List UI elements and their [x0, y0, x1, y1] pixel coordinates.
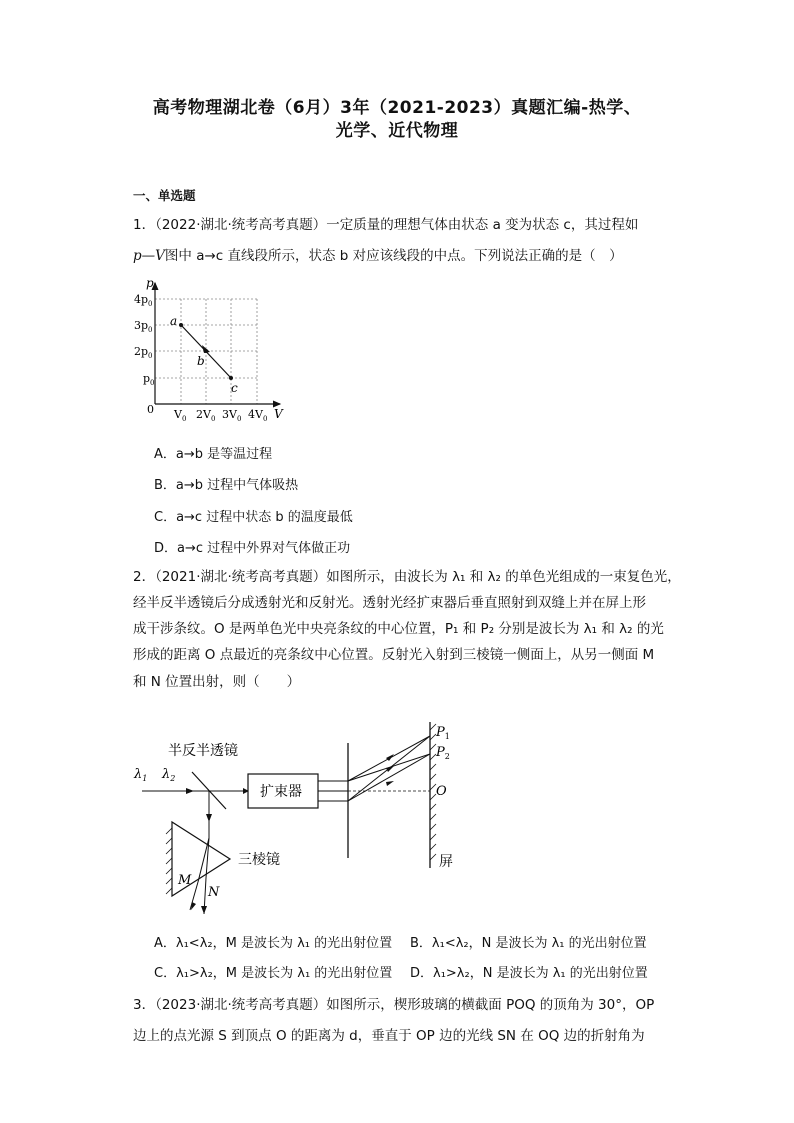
q2-m-label: M	[178, 873, 192, 888]
q1-xtick-2v: 2V	[196, 408, 211, 421]
q1-label-c: c	[231, 381, 238, 395]
q3-stem-line2: 边上的点光源 S 到顶点 O 的距离为 d，垂直于 OP 边的光线 SN 在 OQ 边的折射角为	[133, 1028, 645, 1044]
svg-text:λ1	[133, 767, 147, 783]
q1-option-d[interactable]: D．a→c 过程中外界对气体做正功	[154, 541, 351, 556]
q2-p2-sub: 2	[444, 752, 450, 761]
q2-o-label: O	[436, 784, 447, 799]
paper-title-line1: 高考物理湖北卷（6月）3年（2021-2023）真题汇编-热学、	[152, 98, 642, 118]
q3-stem-line1: 3．（2023·湖北·统考高考真题）如图所示，楔形玻璃的横截面 POQ 的顶角为 30°，OP	[133, 997, 655, 1013]
q2-expander-label: 扩束器	[260, 784, 302, 800]
q1-option-a[interactable]: A．a→b 是等温过程	[154, 447, 273, 462]
q1-point-a	[179, 323, 183, 327]
q1-p-axis-label: p	[146, 276, 154, 290]
q1-point-c	[229, 376, 233, 380]
q1-point-b	[204, 349, 208, 353]
q2-stem-line2: 经半反半透镜后分成透射光和反射光。透射光经扩束器后垂直照射到双缝上并在屏上形	[133, 595, 646, 611]
q1-origin-label: 0	[147, 403, 154, 416]
q1-xtick-sub: 0	[262, 415, 268, 423]
q2-p1-sub: 1	[444, 732, 450, 741]
q2-lambda1: λ	[134, 767, 143, 782]
svg-text:P2	[435, 745, 450, 761]
q2-prism-label: 三棱镜	[238, 852, 280, 868]
svg-text:2p0	[134, 345, 153, 360]
q2-mirror-label: 半反半透镜	[168, 743, 238, 759]
q2-option-d[interactable]: D．λ₁>λ₂，N 是波长为 λ₁ 的光出射位置	[410, 966, 648, 981]
section-heading: 一、单选题	[133, 188, 196, 203]
q2-stem-line1: 2．（2021·湖北·统考高考真题）如图所示，由波长为 λ₁ 和 λ₂ 的单色光组成的一束复色光，	[133, 569, 681, 585]
svg-text:V0	[173, 408, 186, 423]
q1-pv-graph	[130, 275, 290, 425]
q1-label-a: a	[170, 314, 178, 328]
q1-ytick-sub: 0	[148, 326, 153, 334]
q1-ytick-2p: 2p	[134, 345, 149, 358]
q2-stem-line5: 和 N 位置出射，则（ ）	[133, 674, 301, 690]
q1-v-axis-label: V	[274, 407, 283, 421]
q1-stem-line2-text: 图中 a→c 直线段所示，状态 b 对应该线段的中点。下列说法正确的是（ ）	[164, 248, 623, 264]
q2-lambda2: λ	[162, 767, 171, 782]
q2-option-b[interactable]: B．λ₁<λ₂，N 是波长为 λ₁ 的光出射位置	[410, 936, 647, 951]
q1-ytick-3p: 3p	[134, 319, 149, 332]
q1-option-c[interactable]: C．a→c 过程中状态 b 的温度最低	[154, 510, 353, 525]
q1-stem-line2	[133, 244, 623, 264]
q2-option-c[interactable]: C．λ₁>λ₂，M 是波长为 λ₁ 的光出射位置	[154, 966, 393, 981]
svg-text:4V0	[248, 408, 267, 423]
q1-stem-line1: 1．（2022·湖北·统考高考真题）一定质量的理想气体由状态 a 变为状态 c，其过程如	[133, 217, 639, 233]
svg-text:3V0	[222, 408, 241, 423]
q2-n-label: N	[208, 885, 220, 900]
q2-p2-label: P	[436, 745, 445, 760]
q1-option-b[interactable]: B．a→b 过程中气体吸热	[154, 478, 299, 493]
q1-xtick-sub: 0	[236, 415, 242, 423]
q1-xtick-sub: 0	[181, 415, 187, 423]
q1-pv-label: p—V	[133, 248, 165, 264]
q2-stem-line3: 成干涉条纹。O 是两单色光中央亮条纹的中心位置，P₁ 和 P₂ 分别是波长为 λ₁ 和 λ₂ 的光	[133, 621, 664, 637]
paper-title-line2: 光学、近代物理	[335, 121, 459, 141]
q1-ytick-4p: 4p	[134, 293, 149, 306]
q2-option-a[interactable]: A．λ₁<λ₂，M 是波长为 λ₁ 的光出射位置	[154, 936, 393, 951]
q2-screen-label: 屏	[439, 854, 453, 870]
q1-ytick-sub: 0	[148, 300, 153, 308]
q1-xtick-3v: 3V	[222, 408, 237, 421]
svg-text:2V0	[196, 408, 215, 423]
q2-optics-figure	[130, 710, 470, 920]
svg-text:p0	[143, 372, 155, 387]
q1-xtick-v: V	[174, 408, 182, 421]
q1-ytick-p: p	[143, 372, 151, 385]
q2-lambda1-sub: 1	[142, 774, 148, 783]
q1-xtick-4v: 4V	[248, 408, 263, 421]
q2-p1-label: P	[436, 725, 445, 740]
q2-lambda2-sub: 2	[170, 774, 176, 783]
q1-label-b: b	[197, 354, 205, 368]
svg-text:λ2	[161, 767, 175, 783]
svg-text:3p0	[134, 319, 153, 334]
q1-ytick-sub: 0	[148, 352, 153, 360]
q1-xtick-sub: 0	[210, 415, 216, 423]
svg-text:4p0	[134, 293, 153, 308]
svg-text:P1	[435, 725, 450, 741]
q2-stem-line4: 形成的距离 O 点最近的亮条纹中心位置。反射光入射到三棱镜一侧面上，从另一侧面 M	[133, 647, 655, 663]
q1-ytick-sub: 0	[150, 379, 155, 387]
